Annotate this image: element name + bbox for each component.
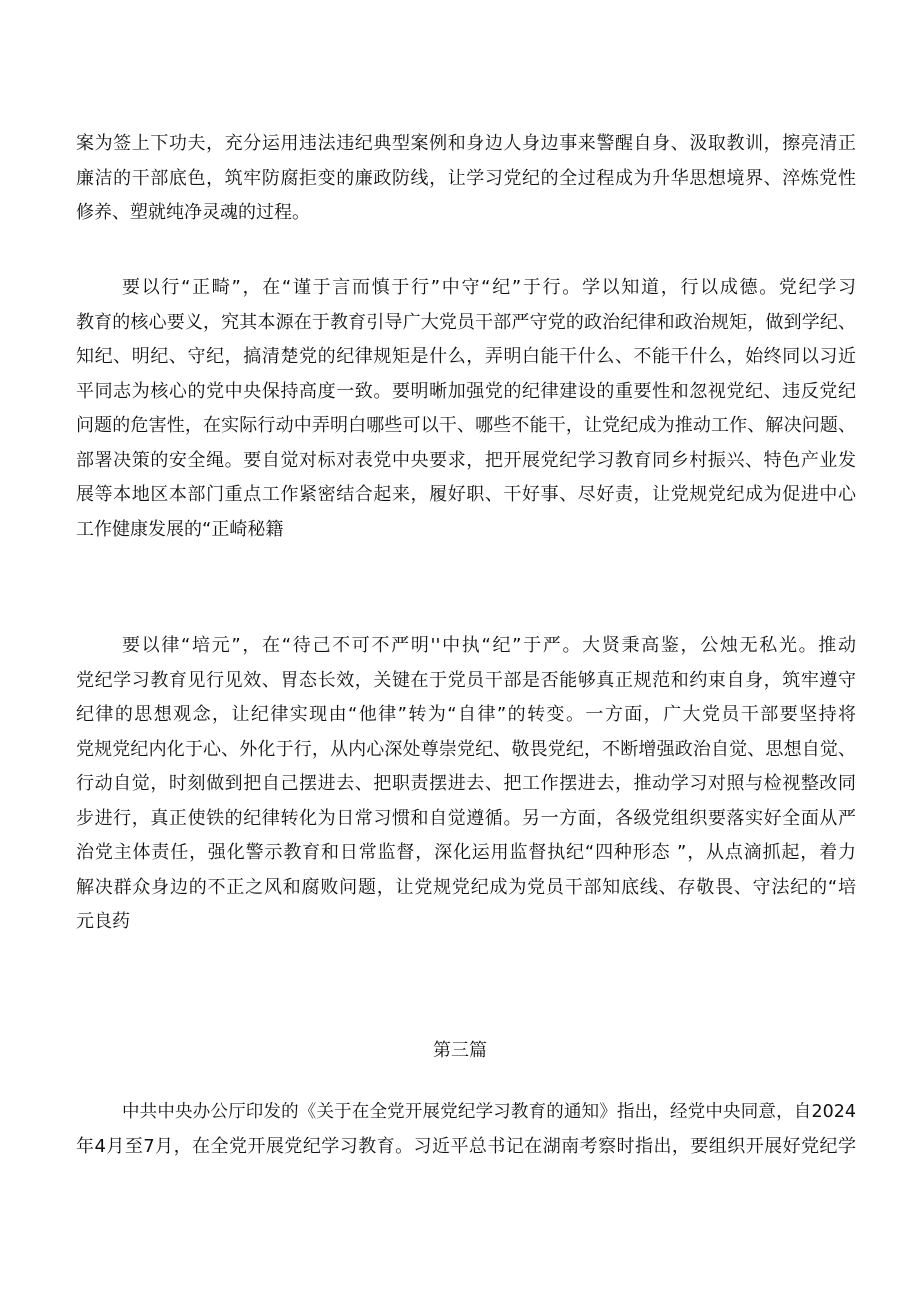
paragraph-line: 问题的危害性，在实际行动中弄明白哪些可以干、哪些不能干，让党纪成为推动工作、解决问题、 <box>76 415 856 436</box>
paragraph-line: 治党主体责任，强化警示教育和日常监督，深化运用监督执纪“四种形态 ”，从点滴抓起，着力 <box>76 842 856 863</box>
section-heading: 第三篇 <box>433 1040 487 1061</box>
paragraph-line: 廉洁的干部底色，筑牢防腐拒变的廉政防线，让学习党纪的全过程成为升华思想境界、淬炼党性 <box>76 167 856 189</box>
paragraph-line: 要以律“培元”，在“待己不可不严明''中执“纪”于严。大贤秉高鉴，公烛无私光。推动 <box>122 635 856 656</box>
paragraph-line: 中共中央办公厅印发的《关于在全党开展党纪学习教育的通知》指出，经党中央同意，自2024 <box>122 1102 856 1122</box>
paragraph-line: 平同志为核心的党中央保持高度一致。要明晰加强党的纪律建设的重要性和忽视党纪、违反党纪 <box>76 380 856 402</box>
paragraph-line: 工作健康发展的“正崎秘籍 <box>76 518 284 540</box>
paragraph-line: 纪律的思想观念，让纪律实现由“他律”转为“自律”的转变。一方面，广大党员干部要坚持将 <box>76 704 856 725</box>
paragraph-line: 展等本地区本部门重点工作紧密结合起来，履好职、干好事、尽好责，让党规党纪成为促进中心 <box>76 484 856 505</box>
paragraph-line: 部署决策的安全绳。要自觉对标对表党中央要求，把开展党纪学习教育同乡村振兴、特色产业发 <box>76 449 856 471</box>
paragraph-line: 年4月至7月，在全党开展党纪学习教育。习近平总书记在湖南考察时指出，要组织开展好党纪学 <box>76 1135 856 1157</box>
paragraph-line: 元良药 <box>76 911 130 932</box>
paragraph-line: 案为签上下功夫，充分运用违法违纪典型案例和身边人身边事来警醒自身、汲取教训，擦亮清正 <box>76 133 856 154</box>
paragraph-line: 行动自觉，时刻做到把自己摆进去、把职责摆进去、把工作摆进去，推动学习对照与检视整改同 <box>76 773 856 794</box>
paragraph-line: 党纪学习教育见行见效、胃态长效，关键在于党员干部是否能够真正规范和约束自身，筑牢遵守 <box>76 669 856 691</box>
paragraph-line: 修养、塑就纯净灵魂的过程。 <box>76 202 310 223</box>
paragraph-3 <box>76 629 856 940</box>
paragraph-4 <box>76 1095 856 1164</box>
paragraph-line: 解决群众身边的不正之风和腐败问题，让党规党纪成为党员干部知底线、存敬畏、守法纪的“培 <box>76 876 856 898</box>
paragraph-line: 党规党纪内化于心、外化于行，从内心深处尊崇党纪、敬畏党纪，不断增强政治自觉、思想自觉、 <box>76 738 856 760</box>
paragraph-line: 教育的核心要义，究其本源在于教育引导广大党员干部严守党的政治纪律和政治规矩，做到学纪、 <box>76 311 856 333</box>
paragraph-1 <box>76 127 856 231</box>
paragraph-line: 要以行“正畸”，在“谨于言而慎于行”中守“纪”于行。学以知道，行以成德。党纪学习 <box>122 277 856 298</box>
paragraph-line: 知纪、明纪、守纪，搞清楚党的纪律规矩是什么，弄明白能干什么、不能干什么，始终同以习近 <box>76 346 856 367</box>
paragraph-2 <box>76 271 856 547</box>
paragraph-line: 步进行，真正使铁的纪律转化为日常习惯和自觉遵循。另一方面，各级党组织要落实好全面从严 <box>76 807 856 829</box>
